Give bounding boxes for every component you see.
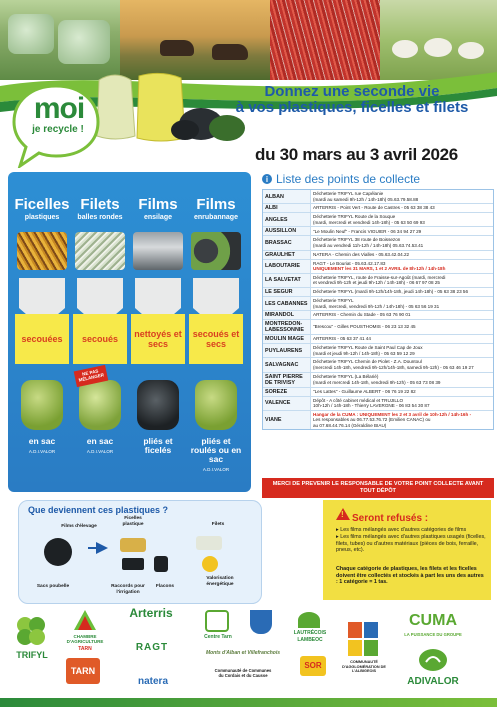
collecte-detail <box>311 204 493 212</box>
caption-text: en sac <box>86 436 114 446</box>
collecte-detail <box>311 311 493 319</box>
category-subtitle: balles rondes <box>77 214 123 221</box>
category-column-filets <box>73 232 127 490</box>
category-caption <box>189 437 243 474</box>
collecte-special-hours: Hangar de la CUMA : UNIQUEMENT les 2 et 3 avril de 10h-12h / 14h-16h - <box>313 411 472 417</box>
flow-item: Filets <box>211 522 225 527</box>
collecte-line: (mardi au samedi 9h-12h / 14h-18h) 05.63.79.58.88 <box>313 196 419 202</box>
category-subtitle: ensilage <box>143 214 172 221</box>
info-icon: i <box>262 174 272 184</box>
filets-photo <box>75 232 125 270</box>
natera-logo: natera <box>137 676 168 687</box>
collecte-town: VALENCE <box>263 397 311 410</box>
films-ensilage-photo <box>133 232 183 270</box>
headline <box>210 84 494 116</box>
collecte-detail <box>311 190 493 203</box>
collecte-row <box>263 274 493 288</box>
collecte-line: "Le Moulin Neuf" - Francis VIGUIER - 06 34 94 27 29 <box>313 228 422 234</box>
collecte-detail <box>311 373 493 387</box>
points-collecte-title: Liste des points de collecte <box>276 172 421 186</box>
collecte-detail <box>311 388 493 396</box>
bag-icon <box>79 380 121 430</box>
refuses-item-text: Les films mélangés avec d'autres plastiques usagés (ficelles, filets, tubes) ou d'autres matériaux (pièces de bois, ferraille, pneus, etc). <box>336 534 486 554</box>
cuma-logo: CUMA <box>409 612 457 629</box>
collecte-town: PUYLAURENS <box>263 344 311 357</box>
collecte-line: Déchetterie TRIFYL (mardi 9h-12h/14h-18h, jeudi 14h-18h) - 05 63 38 23 56 <box>313 289 469 295</box>
monts-alban-logo: Monts d'Alban et Villefranchois <box>205 650 281 656</box>
footer-bar <box>0 698 497 707</box>
collecte-town: GRAULHET <box>263 251 311 259</box>
collecte-line: ARTERRIS - Point Vert - Route de Castres - 05 63 38 38 43 <box>313 205 435 211</box>
category-title: Films <box>138 196 178 213</box>
collecte-detail <box>311 320 493 334</box>
ne-pas-melanger-stamp: NE PAS MÉLANGER <box>74 365 109 387</box>
category-head <box>72 196 128 221</box>
collecte-line: Déchetterie TRIFYL rue Capélanie <box>313 191 384 196</box>
collecte-row <box>263 311 493 320</box>
sheep-shape <box>458 42 484 59</box>
collecte-detail <box>311 358 493 371</box>
collecte-town: ALBI <box>263 204 311 212</box>
communaute-albigeois-logo: COMMUNAUTÉ D'AGGLOMÉRATION DE L'ALBIGEOIS <box>342 660 386 673</box>
collecte-detail <box>311 236 493 249</box>
caption-text: en sac <box>28 436 56 446</box>
flow-item: Films d'élevage <box>61 524 97 529</box>
category-subtitle: plastiques <box>24 214 60 221</box>
collecte-line: Dépôt - A côté cabinet médical et TRUJILLO <box>313 397 404 403</box>
collecte-line: "Les Lattes" - Guillaume ALBERT - 06 76 19 22 82 <box>313 388 416 394</box>
collecte-town: SALVAGNAC <box>263 358 311 371</box>
warning-exclamation-icon: ! <box>341 510 344 519</box>
flow-item: Ficelles plastique <box>122 516 144 527</box>
collecte-town: SAINT PIERRE DE TRIVISY <box>263 373 311 387</box>
lambeoc-logo-icon <box>298 612 320 628</box>
caption-text: pliés et roulés ou en sac <box>190 436 242 464</box>
trifyl-logo: TRIFYL <box>16 650 48 660</box>
flow-item: Raccords pour l'irrigation <box>111 584 145 595</box>
collecte-detail <box>311 397 493 410</box>
collecte-line: RAGT - Le Bouriat - 05.63.42.17.83 <box>313 260 386 266</box>
collecte-line: (mardi au vendredi 11h-12h / 14h-18h) 05.63.74.53.41 <box>313 242 424 248</box>
collecte-town: VIANE <box>263 411 311 430</box>
collecte-detail <box>311 213 493 226</box>
shield-logo-icon <box>250 610 272 634</box>
collecte-line: ARTERRIS - 05 63 37 41 44 <box>313 336 371 342</box>
refuses-list <box>336 527 488 555</box>
category-title: Films <box>196 196 236 213</box>
lambeoc-logo: LAMBEOC <box>297 637 323 643</box>
category-head <box>14 196 70 221</box>
arterris-logo: Arterris <box>129 606 173 620</box>
collecte-town: AUSSILLON <box>263 227 311 235</box>
cow-shape <box>160 40 194 56</box>
adivalor-logo: ADIVALOR <box>407 676 459 687</box>
caption-sub: A.D.I.VALOR <box>28 449 56 454</box>
collecte-line: (mercredi 14h-18h, vendredi 9h-12h/14h-18h, samedi 9h-12h) - 05 63 46 19 27 <box>313 364 474 370</box>
instruction-note: secouées <box>15 314 69 364</box>
flow-item: Valorisation énergétique <box>206 576 234 587</box>
collecte-town: MOULIN MAGE <box>263 335 311 343</box>
collecte-line: NATERA - Chemin des Vialles - 05.63.42.04.22 <box>313 251 410 257</box>
collecte-row <box>263 288 493 297</box>
cuma-tagline: LA PUISSANCE DU GROUPE <box>404 632 462 637</box>
folded-film-icon <box>137 380 179 430</box>
collecte-town: BRASSAC <box>263 236 311 249</box>
collecte-line: Déchetterie TRIFYL, route de Fraisse-sur-Agoût (mardi, mercredi <box>313 274 446 280</box>
collecte-row <box>263 373 493 388</box>
headline-line-1: Donnez une seconde vie <box>264 83 440 100</box>
collecte-line: ARTERRIS - Chemin du Stade - 05 63 76 90 01 <box>313 312 411 318</box>
collecte-detail <box>311 297 493 310</box>
collecte-line: (mardi, mercredi, vendredi 9h-12h / 14h-18h) - 05 63 56 19 31 <box>313 303 440 309</box>
points-collecte-table <box>262 189 494 430</box>
category-column-ficelles <box>15 232 69 490</box>
collecte-row <box>263 227 493 236</box>
moi-title: moi <box>33 92 85 125</box>
tarn-logo: TARN <box>66 658 100 684</box>
collecte-line: "Brescou" - Gilles POUSTHOMIS - 06 23 13 32 45 <box>313 324 416 330</box>
collecte-detail <box>311 274 493 287</box>
campaign-dates: du 30 mars au 3 avril 2026 <box>255 145 458 164</box>
refuses-item: ▸ Les films mélangés avec d'autres plastiques usagés (ficelles, filets, tubes) ou d'autres matériaux (pièces de bois, ferraille, pneus, etc). <box>336 534 486 554</box>
flow-item: Flacons <box>155 584 175 589</box>
cow-shape <box>212 44 248 60</box>
collecte-detail <box>311 260 493 273</box>
lautrecois-logo: LAUTRÉCOIS <box>293 630 327 636</box>
collecte-line: (mardi et mercredi 14h-18h, vendredi 9h-12h) - 05 63 73 08 39 <box>313 379 441 385</box>
collecte-detail <box>311 227 493 235</box>
merci-banner: MERCI DE PREVENIR LE RESPONSABLE DE VOTRE POINT COLLECTE AVANT TOUT DÉPÔT <box>262 478 494 498</box>
instruction-note: secoués et secs <box>189 314 243 364</box>
refuses-rule: Chaque catégorie de plastiques, les filets et les ficelles doivent être collectés et stockés à part les uns des autres : 1 catégorie = 1 tas. <box>336 566 484 586</box>
collecte-row <box>263 344 493 358</box>
refuses-item-text: Les films mélangés avec d'autres catégories de films <box>340 527 467 533</box>
je-recycle-label: je recycle ! <box>32 124 84 135</box>
communaute-albigeois-logo-icon <box>348 622 378 656</box>
collecte-line: Déchetterie TRIFYL <box>313 297 354 303</box>
collecte-line: Déchetterie TRIFYL Chemin de Piolet - Z.A. Dountoul <box>313 359 422 365</box>
chambre-agriculture-tarn: TARN <box>78 646 92 652</box>
collecte-row <box>263 358 493 372</box>
category-title: Ficelles <box>14 196 70 213</box>
bag-icon <box>21 380 63 430</box>
collecte-line: Les responsables au 06.77.53.76.72 (Emilien CANAC) ou <box>313 417 431 423</box>
category-title: Filets <box>80 196 120 213</box>
collecte-detail <box>311 411 493 430</box>
adivalor-logo-icon <box>418 648 448 672</box>
collecte-detail <box>311 344 493 357</box>
collecte-line: au 07.68.44.76.14 (Géraldine BIAU) <box>313 422 387 428</box>
points-collecte-heading <box>262 172 494 186</box>
collecte-town: LE SEGUR <box>263 288 311 296</box>
collecte-special-hours: UNIQUEMENT les 31 MARS, 1 et 2 AVRIL de 8h-12h / 14h-18h <box>313 266 446 272</box>
centre-tarn-logo: Centre Tarn <box>204 634 232 640</box>
centre-tarn-logo-icon <box>205 610 229 632</box>
collecte-line: 10h-12h / 14h-18h - Thierry LAVERGNE - 06 83 54 30 87 <box>313 403 430 409</box>
collecte-detail <box>311 335 493 343</box>
seront-refuses-title: Seront refusés : <box>352 513 429 524</box>
category-head <box>130 196 186 221</box>
collecte-line: Déchetterie TRIFYL (La Bélarié) <box>313 373 379 379</box>
category-column-films-enrubannage <box>189 232 243 490</box>
collecte-row <box>263 388 493 397</box>
collecte-row <box>263 260 493 274</box>
collecte-row <box>263 251 493 260</box>
collecte-row <box>263 320 493 335</box>
collecte-line: (mardi, mercredi et vendredi 14h-18h) - 05 63 50 69 93 <box>313 219 425 225</box>
collecte-row <box>263 190 493 204</box>
ragt-logo: RAGT <box>135 642 169 653</box>
category-caption <box>131 437 185 456</box>
collecte-town: ANGLES <box>263 213 311 226</box>
collecte-line: Déchetterie TRIFYL Route de Saint Paul Cap de Joux <box>313 345 423 351</box>
collecte-town: LABOUTARIE <box>263 260 311 273</box>
ficelles-photo <box>17 232 67 270</box>
cordais-causse-logo: Communauté de Communes du Cordais et du Causse <box>214 668 272 678</box>
sor-logo: SOR <box>300 656 326 676</box>
que-deviennent-title: Que deviennent ces plastiques ? <box>28 505 169 515</box>
collecte-line: Déchetterie TRIFYL Route de la Souque <box>313 214 396 220</box>
collecte-row <box>263 236 493 250</box>
refuses-item: ▸ Les films mélangés avec d'autres catégories de films <box>336 527 467 533</box>
category-column-films-ensilage <box>131 232 185 490</box>
category-caption <box>15 437 69 456</box>
collecte-row <box>263 297 493 311</box>
collecte-town: LA SALVETAT <box>263 274 311 287</box>
instruction-note: nettoyés et secs <box>131 314 185 364</box>
category-subtitle: enrubannage <box>194 214 238 221</box>
trifyl-logo-icon <box>14 614 48 648</box>
films-enrubannage-photo <box>191 232 241 270</box>
collecte-detail <box>311 288 493 296</box>
collecte-row <box>263 213 493 227</box>
flow-item: Sacs poubelle <box>36 584 70 589</box>
collecte-town: MONTREDON-LABESSONNIE <box>263 320 311 334</box>
collecte-detail <box>311 251 493 259</box>
collecte-row <box>263 335 493 344</box>
collecte-row <box>263 204 493 213</box>
collecte-row <box>263 397 493 411</box>
caption-sub: A.D.I.VALOR <box>202 467 230 472</box>
collecte-town: LES CABANNES <box>263 297 311 310</box>
chambre-agriculture-logo-icon <box>72 608 98 632</box>
bag-icon <box>195 380 237 430</box>
collecte-town: ALBAN <box>263 190 311 203</box>
sheep-shape <box>392 40 418 58</box>
category-head <box>188 196 244 221</box>
sheep-shape <box>424 38 452 57</box>
chambre-agriculture-logo: CHAMBRE D'AGRICULTURE <box>66 634 104 644</box>
collecte-town: MIRANDOL <box>263 311 311 319</box>
caption-text: pliés et ficelés <box>143 436 173 455</box>
caption-sub: A.D.I.VALOR <box>86 449 114 454</box>
category-caption <box>73 437 127 456</box>
collecte-town: SOREZE <box>263 388 311 396</box>
collecte-row <box>263 411 493 430</box>
collecte-line: et vendredi 9h-12h et jeudi 9h-12h / 14h-18h) - 06 67 97 08 25 <box>313 280 440 286</box>
collecte-line: Déchetterie TRIFYL 38 route de Boissezon <box>313 237 401 243</box>
instruction-note: secoués <box>73 314 127 364</box>
collecte-line: (mardi et jeudi 9h-12h / 14h-18h) - 05 63 59 12 29 <box>313 350 415 356</box>
headline-line-2: à vos plastiques, ficelles et filets <box>235 99 469 116</box>
